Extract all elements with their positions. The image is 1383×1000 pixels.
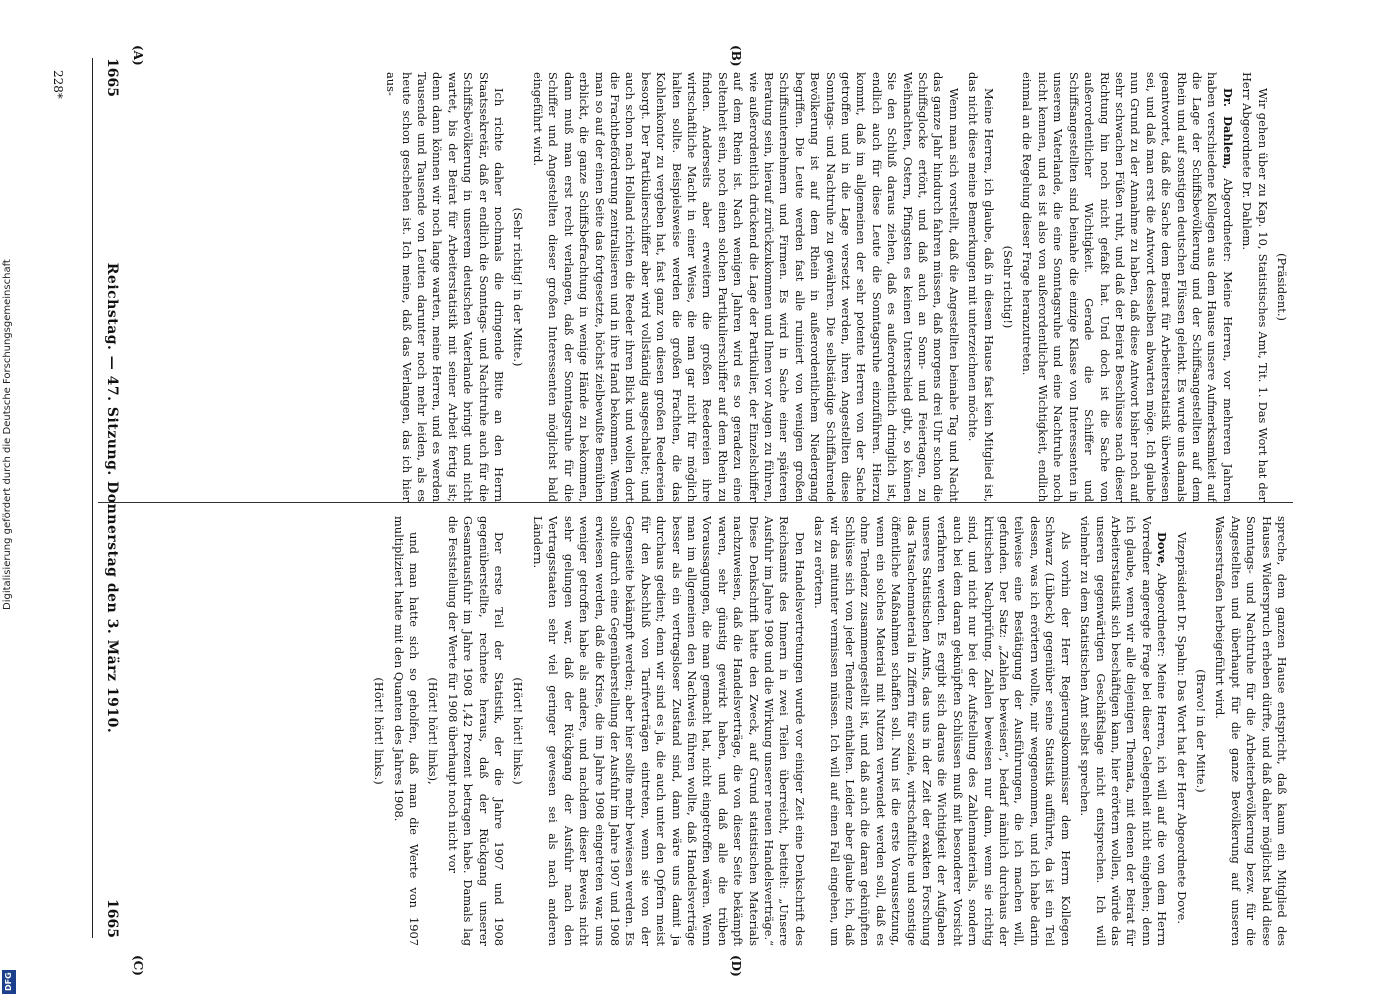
interjection: (Bravo! in der Mitte.) [1193,669,1208,793]
paragraph: Ich richte daher nochmals die dringende Bitte an den Herrn Staatssekretär, daß er endlich die Sonntags- und Nachtruhe auch für die Schiffsbevölkerung in unserem deutschen Vaterlande bringt und nicht wartet, bis der Beirat für Arbeiterstatistik mit seiner Arbeit fertig ist; denn dann können wir noch lange warten, meine Herren, und es werden Tausende und Tausende von Leuten darunter noch mehr leiden, als es heute schon geschehen ist. Ich meine, daß das Verlangen, das ich hier aus- [384,72,507,502]
header-page-number-right: 1665 [104,899,120,938]
interjection: (Sehr richtig!) [1001,245,1016,329]
margin-letter-c: (C) [131,955,145,976]
interjection: (Hört! hört! links.) [511,677,526,785]
speaker-name: Dr. Dahlem, [1220,88,1235,170]
column-divider [98,502,1293,503]
interjection: (Sehr richtig! in der Mitte.) [511,207,526,367]
margin-letter-a: (A) [131,45,145,66]
paragraph: Wir gehen über zu Kap. 10, Statistisches Amt, Tit. 1. Das Wort hat der Herr Abgeordnete Dr. Dahlem. [1240,72,1270,502]
interjection: (Präsident.) [1275,253,1289,321]
speaker-name: Dove, [1155,532,1170,568]
margin-letter-d: (D) [729,955,743,977]
digitization-credit: Digitalisierung gefördert durch die Deutsche Forschungsgemeinschaft [2,259,13,610]
page-footer-number: 228* [51,70,65,99]
margin-letter-b: (B) [729,45,743,67]
header-title: Reichstag. — 47. Sitzung. Donnerstag den 3. März 1910. [104,262,120,734]
header-rule [92,58,93,938]
paragraph: Den Handelsvertretungen wurde vor einiger Zeit eine Denkschrift des Reichsamts des Innern in zwei Teilen überreicht, betitelt: „Unsere Ausfuhr im Jahre 1908 und die Wirkung unserer neuen Handelsverträge.“ Diese Denkschrift hatte den Zweck, auf Grund statistischen Materials nachzuweisen, daß die Handelsverträge, die von dieser Seite bekämpft waren, sehr günstig gewirkt haben, und daß alle die trüben Voraussagungen, die man gemacht hat, nicht eingetroffen wären. Wenn man im allgemeinen den Nachweis führen wollte, daß Handelsverträge besser als ein vertragsloser Zustand sind, dann wäre uns damit ja durchaus gedient; denn wir sind es ja, die auch unter den Opfern meist für den Abschluß von Tarifverträgen eintreten, wenn sie von der Gegenseite bekämpft werden; aber hier sollte mehr bewiesen werden. Es sollte durch eine Gegenüberstellung der Ausfuhr im Jahre 1907 und 1908 erwiesen werden, daß die Krise, die im Jahre 1908 eingetreten war, uns weniger getroffen habe als andere, und nachdem dieser Beweis nicht sehr gelungen war, daß der Rückgang der Ausfuhr nach den Vertragsstaaten sehr viel geringer gewesen sei als nach anderen Ländern. [530,516,807,946]
interjection: (Hört! hört! links.) [372,677,387,785]
paragraph: und man hatte sich so geholfen, daß man die Werte von 1907 multipliziert hatte mit den Quanten des Jahres 1908. [391,516,422,946]
right-column [99,516,1289,946]
paragraph: Als vorhin der Herr Regierungskommissar dem Herrn Kollegen Schwarz (Lübeck) gegenüber seine Statistik aufführte, da ist ein Teil dessen, was ich erörtern wollte, mir weggenommen, und ich habe darin teilweise eine Bestätigung der Ausführungen, die ich machen will, gefunden. Der Satz: „Zahlen beweisen“, bedarf nämlich durchaus der kritischen Nachprüfung. Zahlen beweisen nur dann, wenn sie richtig sind, und nicht nur bei der Aufstellung des Zahlenmaterials, sondern auch bei dem daran geknüpften Schlüssen muß mit besonderer Vorsicht verfahren werden. Es ergibt sich daraus die Wichtigkeit der Aufgaben unseres Statistischen Amts, das uns in der Zeit der exakten Forschung das Tatsachenmaterial in Ziffern für soziale, wirtschaftliche und sonstige öffentliche Maßnahmen schaffen soll. Nun ist die erste Voraussetzung, wenn ein solches Material mit Nutzen verwendet werden soll, daß es ohne Tendenz zusammengestellt ist, und daß auch die daran geknüpften Schlüsse sich von jeder Tendenz enthalten. Leider aber glaube ich, daß wir das mitunter vermissen müssen. Ich will auf einen Fall eingehen, um das zu erörtern. [812,516,1073,946]
paragraph: Meine Herren, ich glaube, daß in diesem Hause fast kein Mitglied ist, das nicht diese meine Bemerkungen mit unterzeichnen möchte. [966,72,996,502]
interjection: (Hört! hört! links), [426,677,441,785]
speaker-paragraph [1019,72,1235,502]
paragraph: Vizepräsident Dr. Spahn: Das Wort hat der Herr Abgeordnete Dove. [1174,532,1189,924]
paragraph: Wenn man sich vorstellt, daß die Angestellten beinahe Tag und Nacht das ganze Jahr hindurch fahren müssen, daß morgens drei Uhr schon die Schiffsglocke ertönt, und daß auch an Sonn- und Feiertagen, zu Weihnachten, Ostern, Pfingsten es keinen Unterschied gibt, so können Sie den Schluß daraus ziehen, daß es außerordentlich dringlich ist, endlich auch für diese Leute die Sonntagsruhe einzuführen. Hierzu kommt, daß im allgemeinen der sehr potente Herren von der Sache getroffen und in die Lage versetzt werden, ihren Angestellten diese Sonntags- und Nachtruhe zu gewähren. Die selbständige Schiffahrende Bevölkerung ist auf dem Rhein in außerordentlichem Niedergang begriffen. Die Leute werden fast alle ruiniert von wenigen großen Schiffsunternehmern und Firmen. Es wird in Sache einer späteren Beratung sein, hierauf zurückzukommen und Ihnen vor Augen zu führen, wie außerordentlich drückend die Lage der Partikulier, der Einzelschiffer auf dem Rhein ist. Nach wenigen Jahren wird es so geradezu eine Seltenheit sein, noch einen solchen Partikulierschiffer auf dem Rhein zu finden. Anderseits aber erweitern die großen Reedereien ihre wirtschaftliche Macht in einer Weise, die man gar nicht für möglich halten sollte. Beispielsweise werden die großen Frachten, die das Kohlenkontor zu vergeben hat, fast ganz von diesen großen Reedereien besorgt. Der Partikulierschiffer aber wird vollständig ausgeschaltet; und auch schon nach Holland richten die Reeder ihren Blick und wollen dort die Frachtbeförderung zentralisieren und in ihre Hand bekommen. Wenn man so auf der einen Seite das fortgesetzte, höchst zielbewußte Bemühen erblickt, die ganze Schiffsbefrachtung in wenige Hände zu bekommen, dann muß man erst recht verlangen, daß der Sonntagsruhe für die Schiffer und Angestellten dieser großen Interessenten möglichst bald eingeführt wird. [530,72,961,502]
speaker-paragraph [1077,516,1169,946]
dfg-logo: DFG [2,970,16,994]
header-page-number-left: 1665 [104,58,120,97]
left-column [99,72,1289,502]
speech-text: Abgeordneter: Meine Herren, vor mehreren Jahren haben verschiedene Kollegen aus dem Hause unsere Aufmerksamkeit auf die Lage der Schiffsbevölkerung und der Schiffsangestellten auf dem Rhein und auf sonstigen deutschen Flüssen gelenkt. Es wurde uns damals geantwortet, daß die Sache dem Beirat für Arbeiterstatistik überwiesen sei, und daß man erst die Antwort desselben abwarten möge. Ich glaube nun Grund zu der Annahme zu haben, daß diese Antwort bisher noch auf sehr schwachen Füßen ruht, und daß der Beirat Beschlüsse nach dieser Richtung hin noch nicht gefaßt hat. Und doch ist die Sache von außerordentlicher Wichtigkeit. Gerade die Schiffer und Schiffsangestellten sind beinahe die einzige Klasse von Interessenten in unserem Vaterlande, die eine Sonntagsruhe und eine Nachtruhe noch nicht kennen, und es ist also von außerordentlicher Wichtigkeit, endlich einmal an die Regelung dieser Frage heranzutreten. [1020,72,1235,502]
paragraph: spreche, dem ganzen Hause entspricht, daß kaum ein Mitglied des Hauses Widerspruch erheben dürfte, und daß daher möglichst bald diese Sonntags- und Nachtruhe für die Arbeiterbevölkerung bezw. für die Angestellten und überhaupt für die ganze Bevölkerung auf unseren Wasserstraßen herbeigeführt wird. [1213,516,1289,946]
speech-text: Abgeordneter: Meine Herren, ich will auf die von dem Herrn Vorredner angeregte Frage bei dieser Gelegenheit nicht eingehen; denn ich glaube, wenn wir alle diejenigen Themata, mit denen der Beirat für Arbeiterstatistik sich beschäftigen kann, hier erörtern wollen, würde das unseren gegenwärtigen Geschäftslage nicht entsprechen. Ich will vielmehr zu dem Statistischen Amt selbst sprechen. [1078,516,1170,946]
paragraph: Der erste Teil der Statistik, der die Jahre 1907 und 1908 gegenüberstellte, rechnete heraus, daß der Rückgang unserer Gesamtausfuhr im Jahre 1908 1,42 Prozent betragen habe. Damals lag die Feststellung der Werte für 1908 überhaupt noch nicht vor [445,516,507,946]
